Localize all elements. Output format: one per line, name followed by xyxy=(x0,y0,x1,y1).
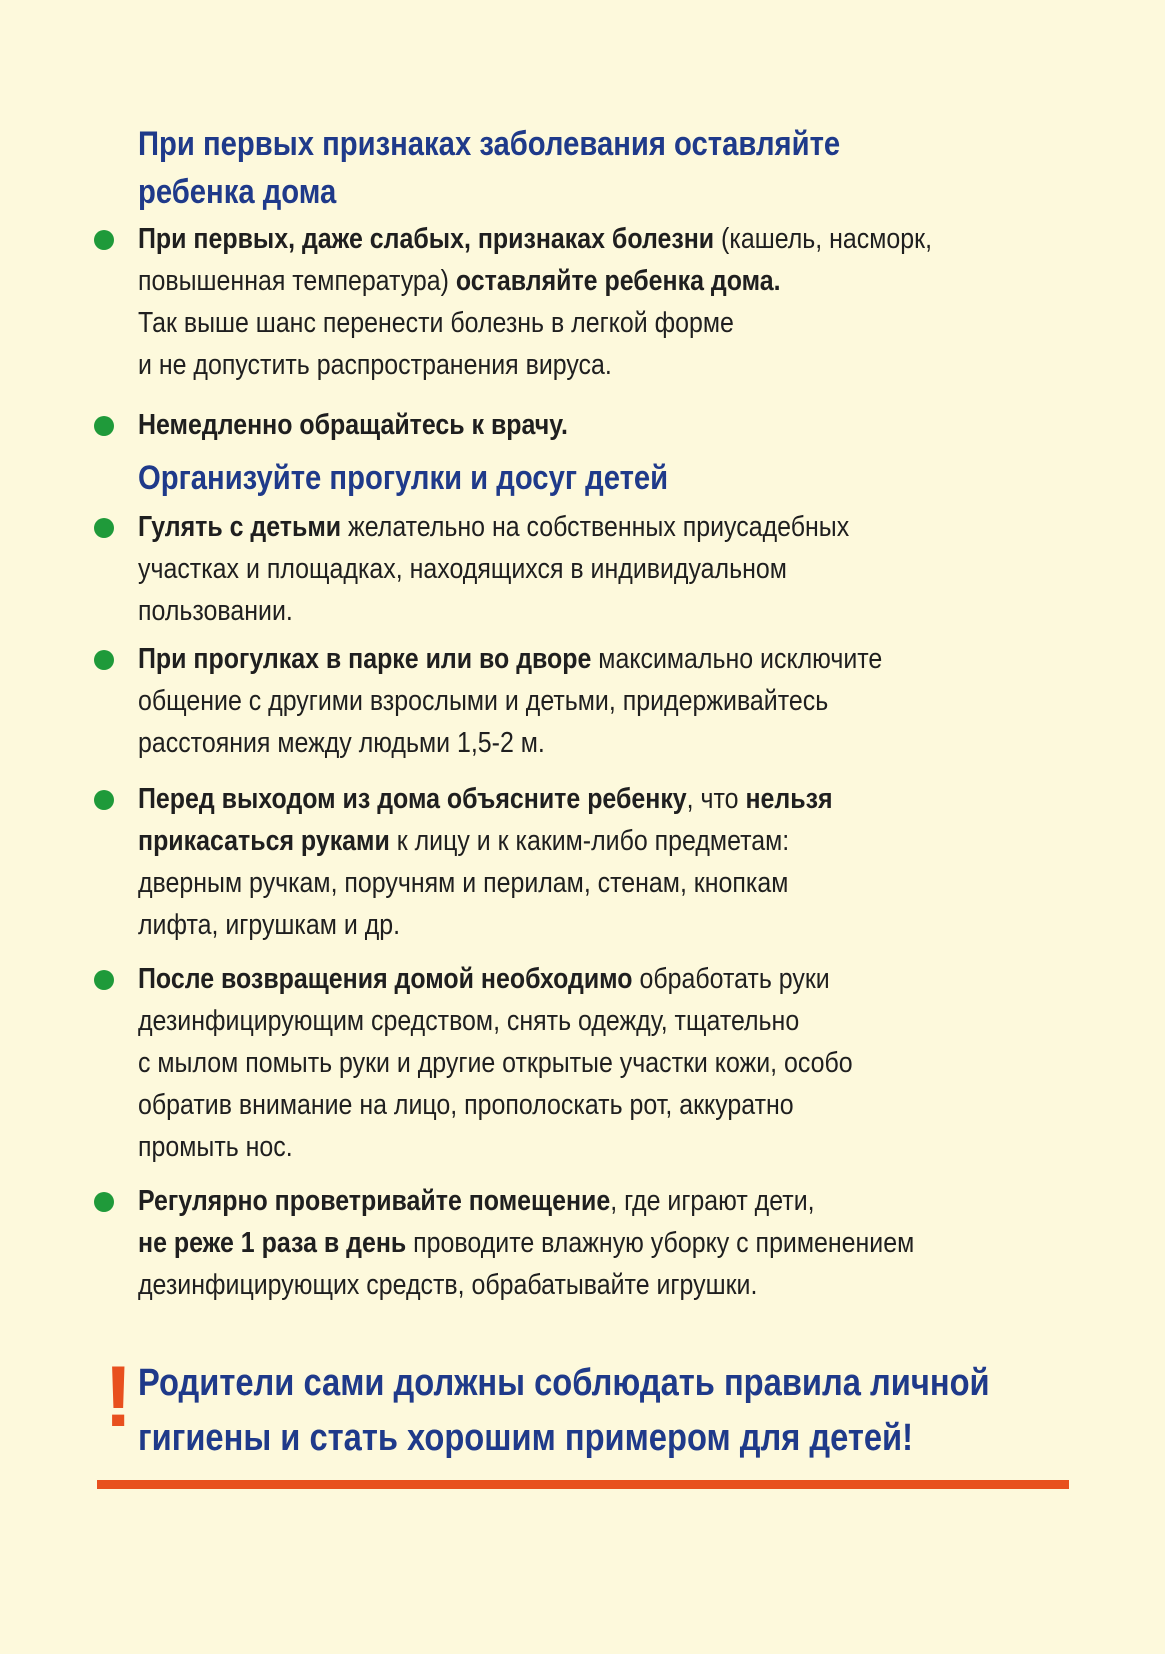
section-heading-stay-home: При первых признаках заболевания оставляйте ребенка дома xyxy=(138,125,841,211)
list-item-text: После возвращения домой необходимо обработать руки дезинфицирующим средством, снять одежду, тщательно с мылом помыть руки и другие открытые участки кожи, особо обратив внимание на лицо, прополоскать рот, аккуратно промыть нос. xyxy=(138,963,853,1163)
list-item-text: При прогулках в парке или во дворе максимально исключите общение с другими взрослыми и детьми, придерживайтесь расстояния между людьми 1,5-2 м. xyxy=(138,643,883,759)
bullet-icon xyxy=(94,230,114,250)
list-item-text: Гулять с детьми желательно на собственных приусадебных участках и площадках, находящихся в индивидуальном пользовании. xyxy=(138,511,850,627)
footer-divider xyxy=(97,1480,1069,1489)
bullet-icon xyxy=(94,1192,114,1212)
list-item-text: Перед выходом из дома объясните ребенку, что нельзя прикасаться руками к лицу и к каким-либо предметам: дверным ручкам, поручням и перилам, стенам, кнопкам лифта, игрушкам и др. xyxy=(138,783,833,941)
bullet-icon xyxy=(94,416,114,436)
list-item-text: Немедленно обращайтесь к врачу. xyxy=(138,409,568,441)
bullet-icon xyxy=(94,518,114,538)
list-item-text: Регулярно проветривайте помещение, где играют дети, не реже 1 раза в день проводите влажную уборку с применением дезинфицирующих средств, обрабатывайте игрушки. xyxy=(138,1185,915,1301)
footer-callout: Родители сами должны соблюдать правила личной гигиены и стать хорошим примером для детей! xyxy=(138,1362,990,1459)
exclamation-icon: ! xyxy=(104,1349,133,1445)
section-heading-walks: Организуйте прогулки и досуг детей xyxy=(138,459,669,497)
bullet-icon xyxy=(94,790,114,810)
bullet-icon xyxy=(94,650,114,670)
bullet-icon xyxy=(94,970,114,990)
list-item-text: При первых, даже слабых, признаках болезни (кашель, насморк, повышенная температура) оставляйте ребенка дома. Так выше шанс перенести болезнь в легкой форме и не допустить распространения вируса. xyxy=(138,223,932,381)
